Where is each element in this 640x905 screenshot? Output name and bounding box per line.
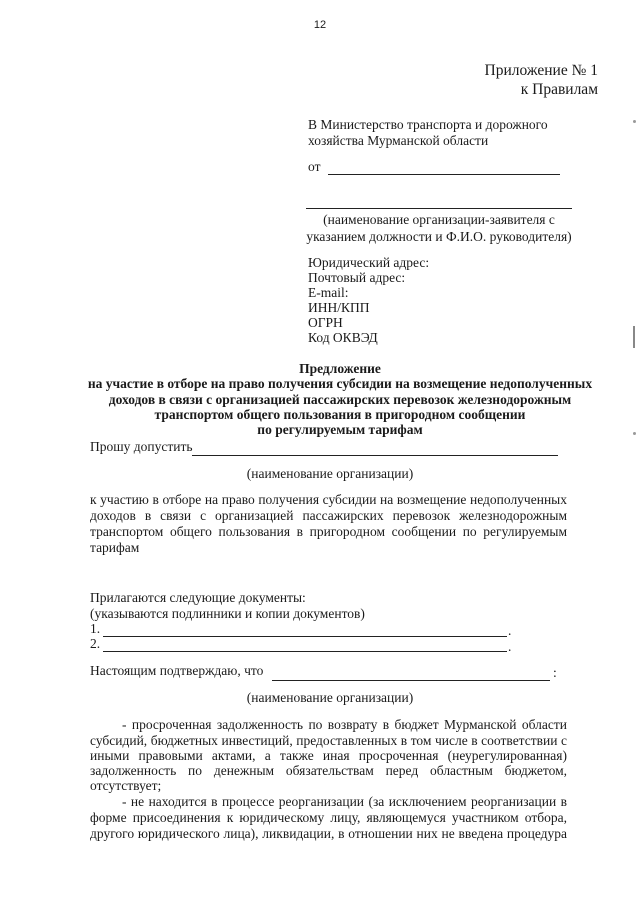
from-label: от	[308, 159, 321, 174]
applicant-caption-line-2: указанием должности и Ф.И.О. руководителя)	[306, 229, 572, 244]
applicant-caption-line-1: (наименование организации-заявителя с	[323, 212, 555, 227]
document-item-2-end: .	[508, 639, 512, 654]
scan-speck	[633, 120, 636, 123]
addressee-line-1: В Министерство транспорта и дорожного	[308, 117, 548, 132]
scan-speck	[633, 432, 636, 435]
ogrn-label: ОГРН	[308, 315, 343, 330]
document-item-2-number: 2.	[90, 636, 101, 651]
request-organization-line[interactable]	[192, 455, 558, 456]
paragraph-1-line-5: отсутствует;	[90, 778, 162, 793]
request-text-line-2: доходов в связи с организацией пассажирских перевозок железнодорожным	[90, 508, 567, 523]
postal-address-label: Почтовый адрес:	[308, 270, 406, 285]
legal-address-label: Юридический адрес:	[308, 255, 430, 270]
paragraph-1-line-1: - просроченная задолженность по возврату в бюджет Мурманской области	[122, 717, 567, 732]
title-line-1: Предложение	[299, 361, 381, 376]
request-text-line-3: транспортом общего пользования в пригородном сообщении по регулируемым	[90, 524, 567, 539]
confirm-caption: (наименование организации)	[246, 690, 414, 705]
applicant-field-line[interactable]	[306, 208, 572, 209]
email-label: E-mail:	[308, 285, 349, 300]
paragraph-1-line-3: иными правовыми актами, а также иная просроченная (неурегулированная)	[90, 748, 567, 763]
confirm-label: Настоящим подтверждаю, что	[90, 663, 264, 678]
title-line-5: по регулируемым тарифам	[257, 422, 423, 437]
appendix-number: Приложение № 1	[484, 62, 598, 79]
request-text-line-4: тарифам	[90, 540, 140, 555]
page-number: 12	[313, 19, 327, 31]
request-label: Прошу допустить	[90, 439, 193, 454]
document-item-1-number: 1.	[90, 621, 101, 636]
addressee-line-2: хозяйства Мурманской области	[308, 133, 489, 148]
confirm-organization-line[interactable]	[272, 680, 550, 681]
paragraph-2-line-2: форме присоединения к юридическому лицу, являющемуся участником отбора,	[90, 810, 567, 825]
request-caption: (наименование организации)	[246, 466, 414, 481]
documents-heading: Прилагаются следующие документы:	[90, 590, 306, 605]
paragraph-1-line-2: субсидий, бюджетных инвестиций, предоставленных в том числе в соответствии с	[90, 733, 567, 748]
document-item-1-end: .	[508, 623, 512, 638]
confirm-colon: :	[553, 665, 557, 680]
paragraph-1-line-4: задолженность по денежным обязательствам перед областным бюджетом,	[90, 763, 567, 778]
paragraph-2-line-1: - не находится в процессе реорганизации (за исключением реорганизации в	[122, 794, 567, 809]
title-line-4: транспортом общего пользования в пригородном сообщении	[154, 407, 526, 422]
document-item-2-line[interactable]	[103, 651, 507, 652]
paragraph-2-line-3: другого юридического лица), ликвидации, в отношении них не введена процедура	[90, 826, 567, 841]
appendix-reference: к Правилам	[520, 81, 598, 98]
title-line-3: доходов в связи с организацией пассажирских перевозок железнодорожным	[108, 392, 572, 407]
okved-label: Код ОКВЭД	[308, 330, 378, 345]
scan-edge-mark	[633, 326, 635, 348]
document-item-1-line[interactable]	[103, 636, 507, 637]
title-line-2: на участие в отборе на право получения субсидии на возмещение недополученных	[87, 376, 593, 391]
inn-kpp-label: ИНН/КПП	[308, 300, 370, 315]
from-field-line[interactable]	[328, 174, 560, 175]
documents-note: (указываются подлинники и копии документов)	[90, 606, 365, 621]
request-text-line-1: к участию в отборе на право получения субсидии на возмещение недополученных	[90, 492, 567, 507]
